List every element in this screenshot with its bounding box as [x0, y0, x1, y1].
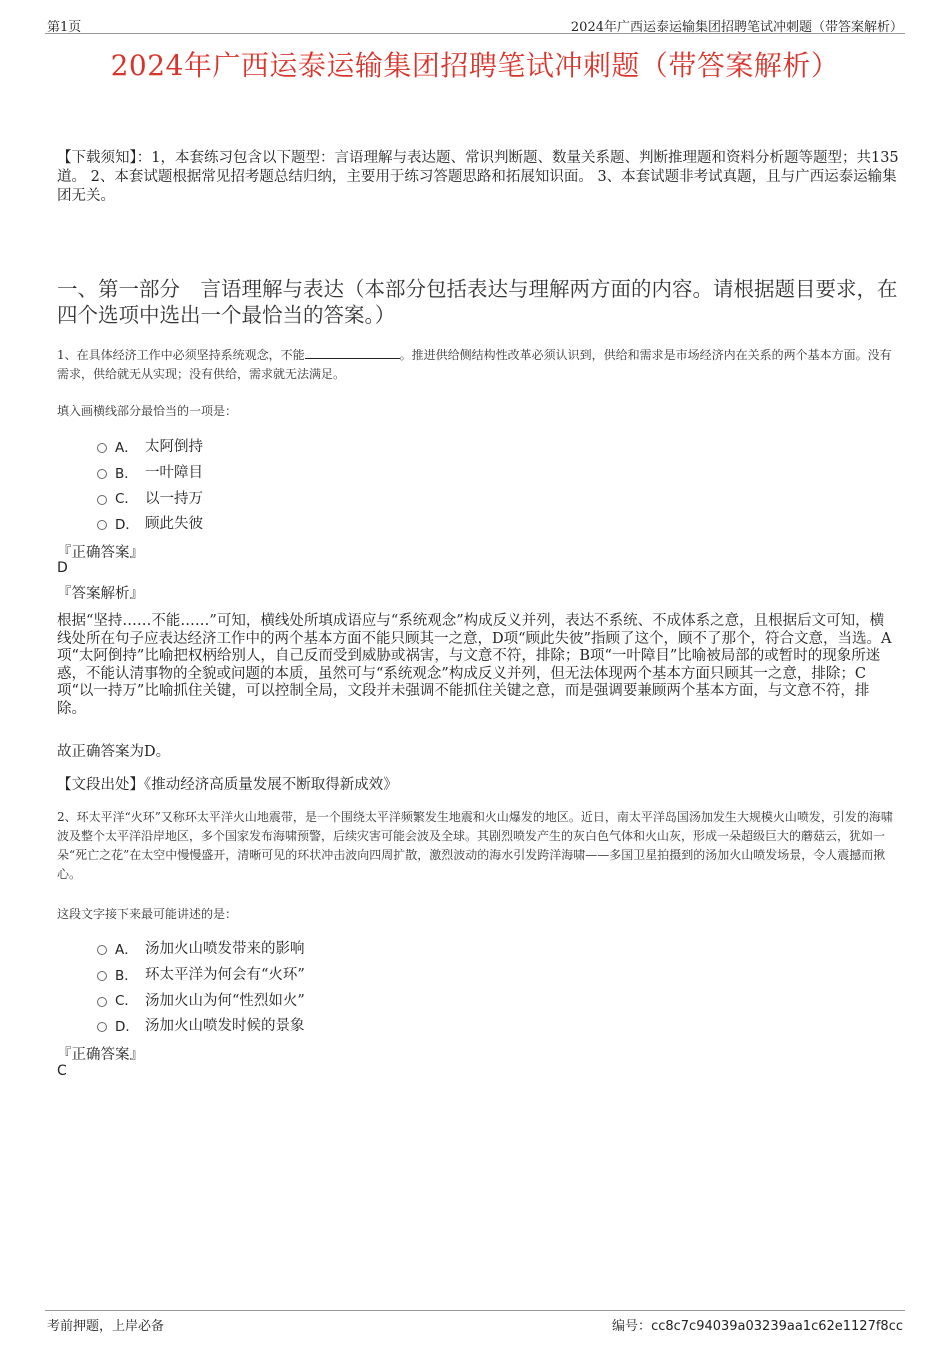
option-c[interactable]: C． 汤加火山为何“性烈如火”: [97, 986, 305, 1012]
option-a[interactable]: A． 汤加火山喷发带来的影响: [97, 935, 305, 961]
option-b[interactable]: B． 一叶障目: [97, 459, 203, 485]
analysis-label: 『答案解析』: [57, 586, 144, 602]
radio-icon[interactable]: [97, 1022, 107, 1032]
download-notice: 【下载须知】：1，本套练习包含以下题型：言语理解与表达题、常识判断题、数量关系题、判断推理题和资料分析题等题型；共135道。 2、本套试题根据常见招考题总结归纳，主要用于练习答题思路和拓展知识面。 3、本套试题非考试真题，且与广西运泰运输集团无关。: [57, 150, 899, 204]
radio-icon[interactable]: [97, 443, 107, 453]
document-title: 2024年广西运泰运输集团招聘笔试冲刺题（带答案解析）: [110, 49, 840, 82]
question-2-options: [97, 935, 305, 1038]
question-2-prompt: 这段文字接下来最可能讲述的是：: [57, 907, 238, 921]
radio-icon[interactable]: [97, 971, 107, 981]
text-source: 【文段出处】《推动经济高质量发展不断取得新成效》: [57, 777, 398, 793]
document-code: 编号：cc8c7c94039a03239aa1c62e1127f8cc: [612, 1319, 903, 1334]
page-number: 第1页: [47, 20, 82, 35]
question-1-options: [97, 433, 203, 536]
radio-icon[interactable]: [97, 495, 107, 505]
option-c[interactable]: C． 以一持万: [97, 484, 203, 510]
radio-icon[interactable]: [97, 520, 107, 530]
page-footer: [45, 1310, 905, 1333]
page-header: [45, 13, 905, 34]
answer-analysis: 根据“坚持……不能……”可知，横线处所填成语应与“系统观念”构成反义并列，表达不系统、不成体系之意，且根据后文可知，横线处所在句子应表达经济工作中的两个基本方面不能只顾其一之意，D项“顾此失彼”指顾了这个，顾不了那个，符合文意，当选。A项“太阿倒持”比喻把权柄给别人，自己反而受到威胁或祸害，与文意不符，排除；B项“一叶障目”比喻被局部的或暂时的现象所迷惑，不能认清事物的全貌或问题的本质，虽然可与“系统观念”构成反义并列，但无法体现两个基本方面只顾其一之意，排除；C项“以一持万”比喻抓住关键，可以控制全局，文段并未强调不能抓住关键之意，而是强调要兼顾两个基本方面，与文意不符，排除。: [57, 613, 892, 717]
option-d[interactable]: D． 汤加火山喷发时候的景象: [97, 1012, 305, 1038]
question-1-stem: 1、在具体经济工作中必须坚持系统观念，不能 。推进供给侧结构性改革必须认识到，供给和需求是市场经济内在关系的两个基本方面。没有需求，供给就无从实现；没有供给，需求就无法满足。: [57, 348, 892, 381]
correct-answer: C: [57, 1063, 67, 1079]
radio-icon[interactable]: [97, 945, 107, 955]
question-2-stem: 2、环太平洋“火环”又称环太平洋火山地震带，是一个围绕太平洋频繁发生地震和火山爆发的地区。近日，南太平洋岛国汤加发生大规模火山喷发，引发的海啸波及整个太平洋沿岸地区，多个国家发布海啸预警，后续灾害可能会波及全球。其剧烈喷发产生的灰白色气体和火山灰，形成一朵超级巨大的蘑菇云，犹如一朵“死亡之花”在太空中慢慢盛开，清晰可见的环状冲击波向四周扩散，激烈波动的海水引发跨洋海啸——多国卫星拍摄到的汤加火山喷发场景，令人震撼而揪心。: [57, 810, 893, 881]
correct-answer: D: [57, 560, 68, 576]
header-doc-title: 2024年广西运泰运输集团招聘笔试冲刺题（带答案解析）: [570, 20, 903, 35]
radio-icon[interactable]: [97, 997, 107, 1007]
option-d[interactable]: D． 顾此失彼: [97, 510, 203, 536]
section-heading: 一、第一部分 言语理解与表达（本部分包括表达与理解两方面的内容。请根据题目要求，在四个选项中选出一个最恰当的答案。）: [57, 277, 898, 327]
footer-slogan: 考前押题，上岸必备: [47, 1319, 165, 1334]
option-b[interactable]: B． 环太平洋为何会有“火环”: [97, 961, 305, 987]
conclusion: 故正确答案为D。: [57, 744, 171, 760]
radio-icon[interactable]: [97, 469, 107, 479]
correct-answer-label: 『正确答案』: [57, 545, 144, 561]
option-a[interactable]: A． 太阿倒持: [97, 433, 203, 459]
fill-blank: [305, 346, 400, 359]
correct-answer-label: 『正确答案』: [57, 1047, 144, 1063]
question-1-prompt: 填入画横线部分最恰当的一项是：: [57, 404, 238, 418]
